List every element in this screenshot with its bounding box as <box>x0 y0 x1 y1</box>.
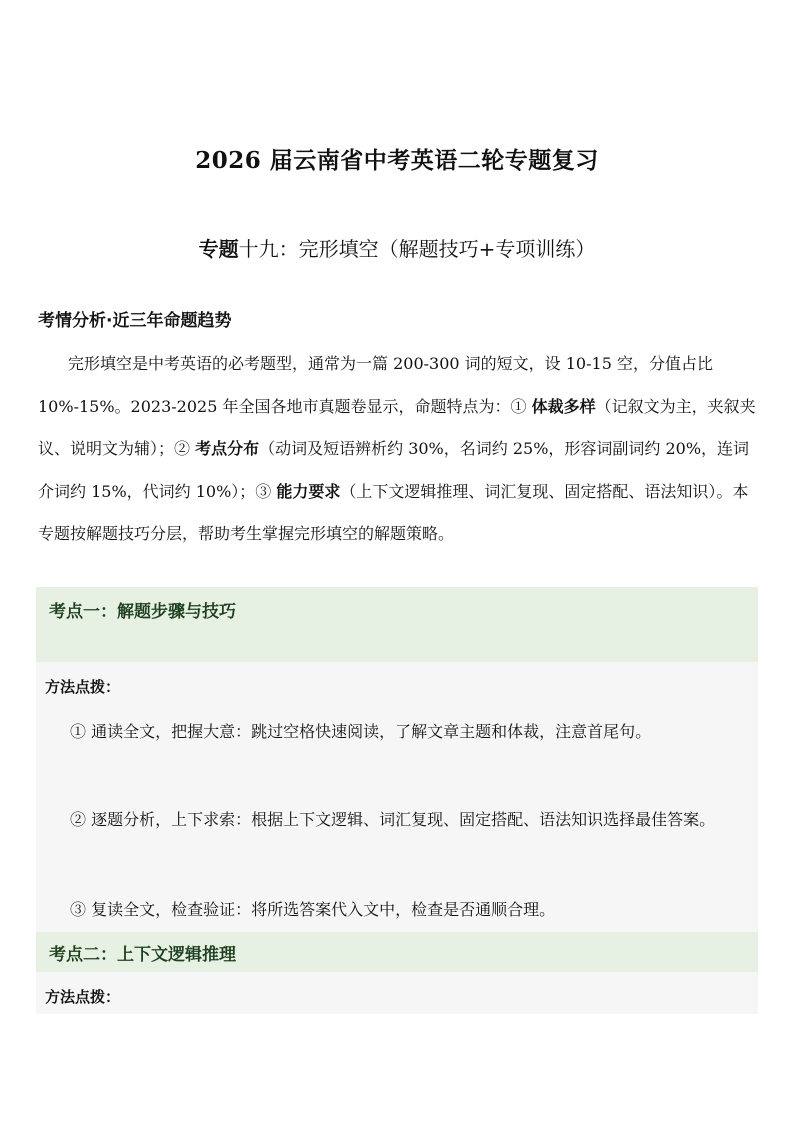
point1-heading: 考点一：解题步骤与技巧 <box>49 602 236 622</box>
intro-paragraph <box>38 343 763 556</box>
point1-step-1: ① 通读全文，把握大意：跳过空格快速阅读，了解文章主题和体裁，注意首尾句。 <box>70 722 652 741</box>
subtitle-bold: 专题 <box>198 237 239 261</box>
document-title: 2026 届云南省中考英语二轮专题复习 <box>195 147 599 174</box>
intro-text-2: （记叙文为主，夹叙夹议、说明文为辅）；② <box>38 396 756 458</box>
subtitle-rest: 十九：完形填空（解题技巧+专项训练） <box>238 237 596 261</box>
point1-step-2: ② 逐题分析，上下求索：根据上下文逻辑、词汇复现、固定搭配、语法知识选择最佳答案。 <box>70 810 716 829</box>
document-subtitle <box>0 233 794 262</box>
point2-header <box>36 932 758 972</box>
point2-body <box>36 972 758 1014</box>
section-heading: 考情分析·近三年命题趋势 <box>38 311 232 331</box>
intro-bold-2: 考点分布 <box>195 439 260 458</box>
point1-method-label: 方法点拨： <box>45 678 121 696</box>
point2-method-label: 方法点拨： <box>45 988 121 1006</box>
point1-header <box>36 587 758 662</box>
intro-text-4: （上下文逻辑推理、词汇复现、固定搭配、语法知识）。本专题按解题技巧分层，帮助考生掌握完形填空的解题策略。 <box>38 481 749 543</box>
intro-bold-3: 能力要求 <box>276 481 341 501</box>
point2-heading: 考点二：上下文逻辑推理 <box>49 945 236 965</box>
intro-bold-1: 体裁多样 <box>531 396 596 416</box>
intro-text-3: （动词及短语辨析约 30%，名词约 25%，形容词副词约 20%，连词介词约 15%，代词约 10%）；③ <box>38 439 750 501</box>
point1-step-3: ③ 复读全文，检查验证：将所选答案代入文中，检查是否通顺合理。 <box>70 900 556 919</box>
intro-text-1: 完形填空是中考英语的必考题型，通常为一篇 200-300 词的短文，设 10-15 空，分值占比 10%-15%。2023-2025 年全国各地市真题卷显示，命题特点为：① <box>38 354 713 416</box>
